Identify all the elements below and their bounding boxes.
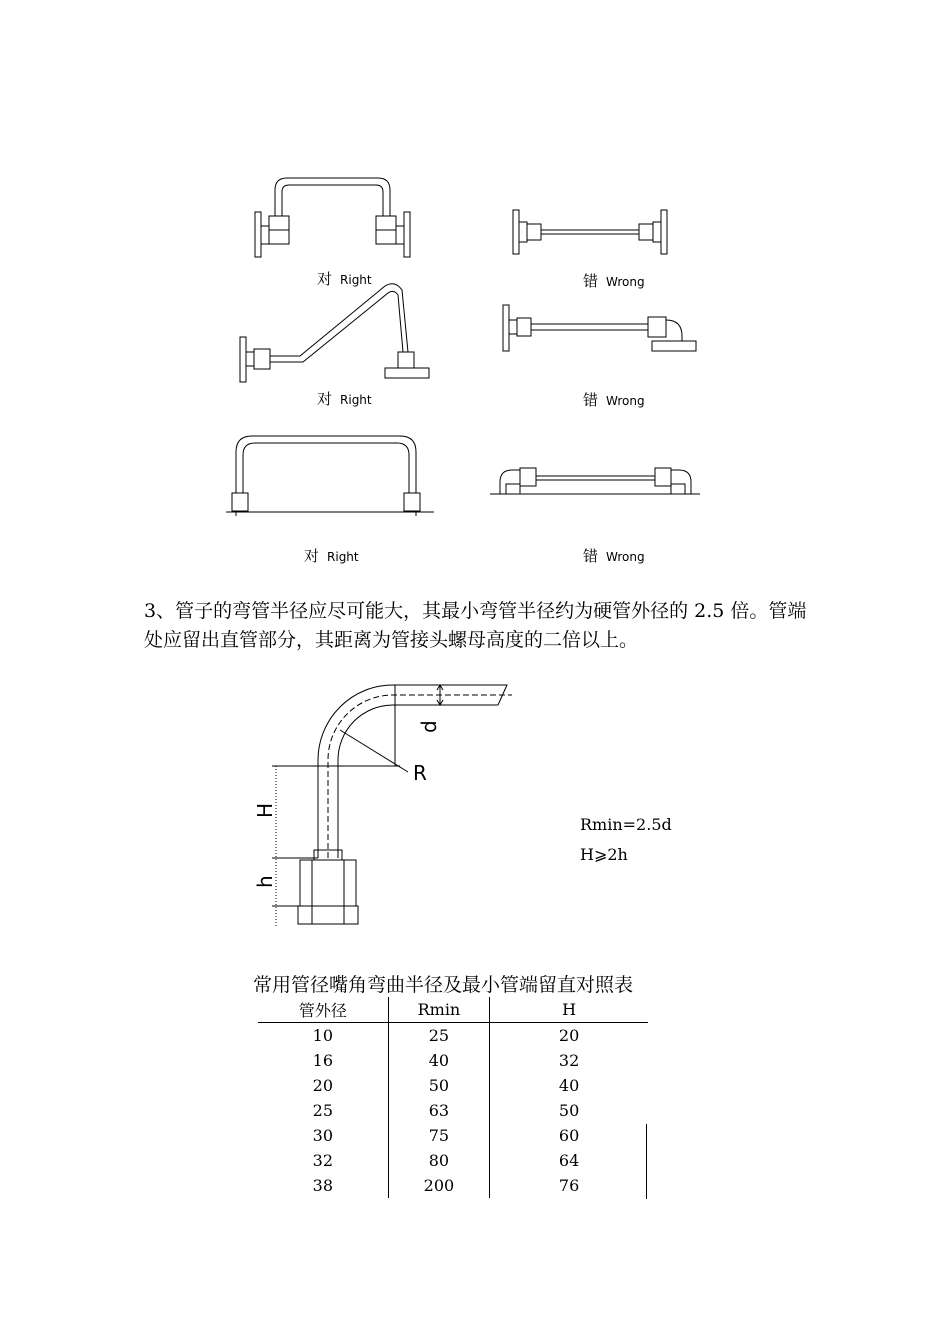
caption-right-3: 对 Right: [304, 547, 359, 565]
body-paragraph: 3、管子的弯管半径应尽可能大，其最小弯管半径约为硬管外径的 2.5 倍。管端处应留出直管部分，其距离为管接头螺母高度的二倍以上。: [144, 600, 807, 651]
header-rmin: Rmin: [388, 997, 490, 1023]
table-right-border: [646, 1124, 647, 1199]
header-h: H: [490, 997, 648, 1023]
table-row: 25 63 50: [258, 1098, 648, 1123]
table-row: 10 25 20: [258, 1023, 648, 1049]
table-row: 30 75 60: [258, 1123, 648, 1148]
caption-right-1: 对 Right: [317, 270, 372, 288]
label-R: R: [413, 761, 427, 785]
table-row: 20 50 40: [258, 1073, 648, 1098]
caption-wrong-2: 错 Wrong: [583, 391, 645, 409]
table-row: 38 200 76: [258, 1173, 648, 1198]
label-H: H: [253, 802, 277, 818]
formula-h: H⩾2h: [580, 845, 628, 864]
caption-wrong-1: 错 Wrong: [583, 272, 645, 290]
table-header-row: [258, 997, 648, 1023]
caption-wrong-3: 错 Wrong: [583, 547, 645, 565]
table-row: 32 80 64: [258, 1148, 648, 1173]
header-od: 管外径: [258, 997, 388, 1023]
formula-rmin: Rmin=2.5d: [580, 815, 672, 834]
bend-radius-table: [258, 997, 648, 1198]
table-row: 16 40 32: [258, 1048, 648, 1073]
label-d: d: [417, 720, 441, 733]
label-h: h: [253, 875, 277, 888]
table-title: 常用管径嘴角弯曲半径及最小管端留直对照表: [253, 974, 634, 996]
caption-right-2: 对 Right: [317, 390, 372, 408]
